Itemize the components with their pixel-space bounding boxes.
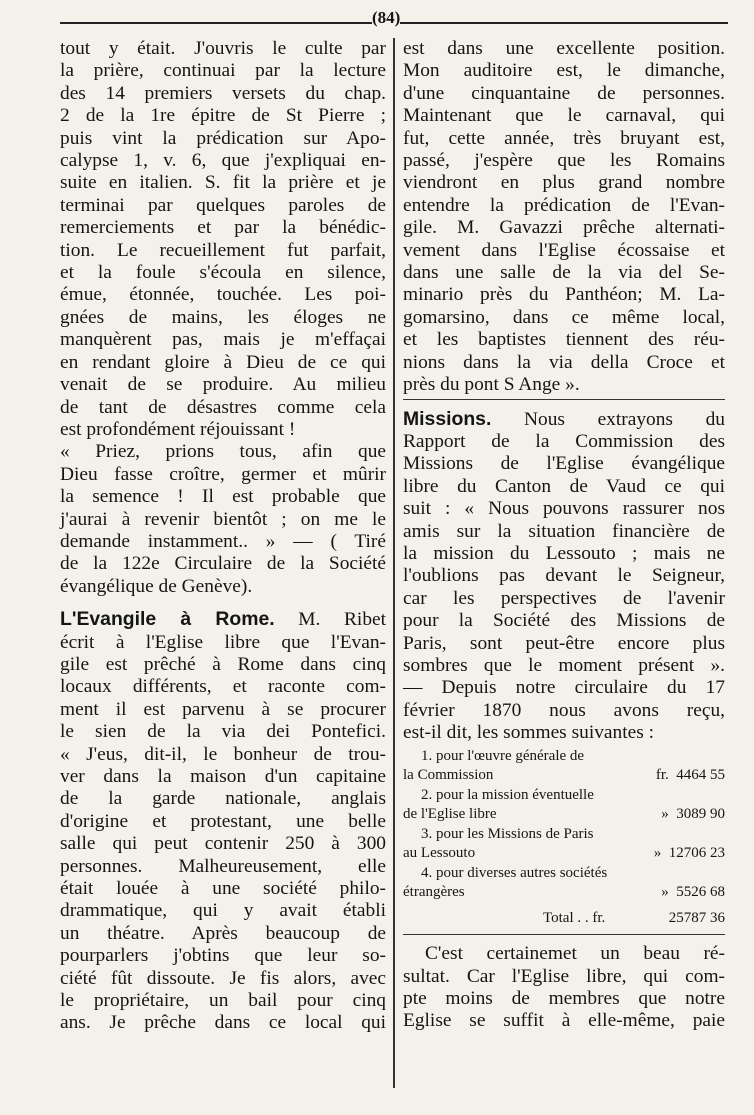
fund-currency: » bbox=[661, 884, 669, 901]
text-line: est profondément réjouissant ! bbox=[60, 418, 296, 440]
fund-total bbox=[403, 909, 725, 929]
fund-item bbox=[403, 864, 725, 903]
fund-currency: » bbox=[661, 806, 669, 823]
text-line: « Priez, prions tous, afin que bbox=[60, 441, 386, 463]
fund-item bbox=[403, 825, 725, 864]
text-line: ver dans la maison d'un capitaine bbox=[60, 766, 386, 787]
text-line: en rendant gloire à Dieu de ce qui bbox=[60, 351, 386, 373]
text-line: l'oublions pas devant le Seigneur, bbox=[403, 565, 725, 587]
paragraph bbox=[403, 408, 725, 745]
paragraph bbox=[60, 608, 386, 1035]
text-line: demande instamment.. » — ( Tiré bbox=[60, 530, 386, 552]
text-line: de la garde nationale, anglais bbox=[60, 788, 386, 810]
text-line: Dieu fasse croître, germer et mûrir bbox=[60, 463, 386, 485]
text-line: évangélique de Genève). bbox=[60, 575, 253, 597]
text-line: de la 122e Circulaire de la Société bbox=[60, 553, 386, 575]
text-line: personnes. Malheureusement, elle bbox=[60, 855, 386, 877]
text-line bbox=[403, 408, 725, 431]
text-line: — Depuis notre circulaire du 17 bbox=[403, 677, 725, 699]
fund-label: 3. pour les Missions de Paris bbox=[421, 825, 594, 842]
page-header bbox=[0, 8, 754, 36]
text-line: minario près du Panthéon; M. La- bbox=[403, 284, 725, 306]
fund-amount: 5526 68 bbox=[676, 884, 725, 901]
text-line: ans. Je prêche dans ce local qui bbox=[60, 1012, 386, 1034]
text-line: remerciements et par la bénédic- bbox=[60, 217, 386, 239]
fund-amount: 3089 90 bbox=[676, 806, 725, 823]
text-line: suit : « Nous pouvons rassurer nos bbox=[403, 498, 725, 520]
text-line: tout y était. J'ouvris le culte par bbox=[60, 38, 386, 59]
text-line: pour la Société des Missions de bbox=[403, 610, 725, 632]
header-rule-right bbox=[400, 22, 728, 24]
text-line: amis sur la situation financière de bbox=[403, 520, 725, 542]
paragraph bbox=[60, 38, 386, 441]
text-line: Maintenant que le carnaval, qui bbox=[403, 105, 725, 127]
text-line: terminai par quelques paroles de bbox=[60, 194, 386, 216]
text-line: le propriétaire, un bail pour cinq bbox=[60, 990, 386, 1012]
text-line: Missions de l'Eglise évangélique bbox=[403, 453, 725, 475]
text-line: car les perspectives de l'avenir bbox=[403, 587, 725, 609]
fund-label: au Lessouto bbox=[403, 845, 476, 862]
text-line: écrit à l'Eglise libre que l'Evan- bbox=[60, 631, 386, 653]
text-line: sombres que le moment présent ». bbox=[403, 654, 725, 676]
text-line: de tant de désastres comme cela bbox=[60, 396, 386, 418]
text-line: venait de se produire. Au milieu bbox=[60, 374, 386, 396]
text-line: suite en italien. S. fit la prière et je bbox=[60, 172, 386, 194]
text-line: le sien de la via dei Pontefici. bbox=[60, 721, 386, 743]
text-line: « J'eus, dit-il, le bonheur de trou- bbox=[60, 743, 386, 765]
fund-label: de l'Eglise libre bbox=[403, 806, 497, 823]
text-line: calypse 1, v. 6, que j'expliquai en- bbox=[60, 150, 386, 172]
section-heading: Missions. bbox=[403, 407, 492, 430]
text-line: vement dans l'Eglise écossaise et bbox=[403, 239, 725, 261]
right-column bbox=[403, 38, 725, 1033]
page-number: (84) bbox=[372, 8, 401, 27]
section-divider bbox=[403, 399, 725, 400]
text-line: drammatique, qui y avait établi bbox=[60, 900, 386, 922]
text-line: Rapport de la Commission des bbox=[403, 430, 725, 452]
text-line: pte moins de membres que notre bbox=[403, 987, 725, 1009]
text-line: des 14 premiers versets du chap. bbox=[60, 82, 386, 104]
fund-item bbox=[403, 747, 725, 786]
text-line: est-il dit, les sommes suivantes : bbox=[403, 722, 654, 744]
text-fragment: Nous extrayons du bbox=[491, 408, 725, 430]
total-amount: 25787 36 bbox=[668, 909, 725, 926]
text-line: était louée à une société philo- bbox=[60, 878, 386, 900]
text-line: viendront en plus grand nombre bbox=[403, 172, 725, 194]
text-line: sultat. Car l'Eglise libre, qui com- bbox=[403, 965, 725, 987]
text-line: libre du Canton de Vaud ce qui bbox=[403, 475, 725, 497]
section-divider bbox=[403, 934, 725, 935]
fund-label: 1. pour l'œuvre générale de bbox=[421, 747, 585, 764]
text-line: gnées de mains, les éloges ne bbox=[60, 306, 386, 328]
text-line: 2 de la 1re épitre de St Pierre ; bbox=[60, 105, 386, 127]
text-line: et la foule s'écoula en silence, bbox=[60, 262, 386, 284]
text-line: tion. Le recueillement fut parfait, bbox=[60, 239, 386, 261]
text-line: salle qui peut contenir 250 à 300 bbox=[60, 833, 386, 855]
text-line: la semence ! Il est probable que bbox=[60, 486, 386, 508]
text-line: nions dans la via della Croce et bbox=[403, 351, 725, 373]
fund-label: 2. pour la mission éventuelle bbox=[421, 786, 594, 803]
fund-currency: » bbox=[653, 845, 662, 862]
text-line bbox=[60, 608, 386, 631]
text-line: près du pont S Ange ». bbox=[403, 374, 580, 396]
text-line: entendre la prédication de l'Evan- bbox=[403, 194, 725, 216]
text-line: j'aurai à revenir bientôt ; on me le bbox=[60, 508, 386, 530]
text-line: Mon auditoire est, le dimanche, bbox=[403, 60, 725, 82]
section-heading: L'Evangile à Rome. bbox=[60, 608, 275, 631]
text-line: fut, cette année, très bruyant est, bbox=[403, 127, 725, 149]
column-divider bbox=[393, 38, 395, 1088]
fund-label: étrangères bbox=[403, 884, 465, 901]
fund-item bbox=[403, 786, 725, 825]
text-line: passé, j'espère que les Romains bbox=[403, 150, 725, 172]
text-line: Eglise se suffit à elle-même, paie bbox=[403, 1010, 725, 1032]
text-line: est dans une excellente position. bbox=[403, 38, 725, 59]
paragraph bbox=[403, 943, 725, 1033]
text-line: un théatre. Après beaucoup de bbox=[60, 922, 386, 944]
text-line: locaux différents, et raconte com- bbox=[60, 676, 386, 698]
text-line: la prière, continuai par la lecture bbox=[60, 60, 386, 82]
text-line: février 1870 nous avons reçu, bbox=[403, 699, 725, 721]
text-line: et les baptistes tiennent des réu- bbox=[403, 329, 725, 351]
text-line: d'une cinquantaine de personnes. bbox=[403, 82, 725, 104]
text-line: manquèrent pas, mais je m'effaçai bbox=[60, 329, 386, 351]
text-line: puis vint la prédication sur Apo- bbox=[60, 127, 386, 149]
left-column bbox=[60, 38, 386, 1035]
header-rule-left bbox=[60, 22, 372, 24]
text-line: Paris, sont peut-être encore plus bbox=[403, 632, 725, 654]
fund-currency: fr. bbox=[655, 767, 669, 784]
fund-label: la Commission bbox=[403, 767, 494, 784]
text-line: émue, étonnée, touchée. Les poi- bbox=[60, 284, 386, 306]
text-line: dans une salle de la via del Se- bbox=[403, 262, 725, 284]
text-line: d'origine et protestant, une belle bbox=[60, 810, 386, 832]
text-line: ciété fût dissoute. Je fis alors, avec bbox=[60, 967, 386, 989]
fund-amount: 4464 55 bbox=[676, 767, 725, 784]
text-line: C'est certainemet un beau ré- bbox=[425, 943, 725, 965]
fund-amount: 12706 23 bbox=[668, 845, 725, 862]
paragraph bbox=[60, 441, 386, 598]
text-line: pourparlers j'obtins que leur so- bbox=[60, 945, 386, 967]
text-line: ment il est parvenu à se procurer bbox=[60, 698, 386, 720]
text-line: gile est prêché à Rome dans cinq bbox=[60, 653, 386, 675]
paragraph bbox=[403, 38, 725, 397]
text-line: gomarsino, dans ce même local, bbox=[403, 306, 725, 328]
text-line: gile. M. Gavazzi prêche alternati- bbox=[403, 217, 725, 239]
funds-list bbox=[403, 745, 725, 929]
fund-label: 4. pour diverses autres sociétés bbox=[421, 864, 608, 881]
text-line: la mission du Lessouto ; mais ne bbox=[403, 542, 725, 564]
text-fragment: M. Ribet bbox=[274, 609, 387, 631]
total-label: Total . . fr. bbox=[543, 909, 606, 926]
